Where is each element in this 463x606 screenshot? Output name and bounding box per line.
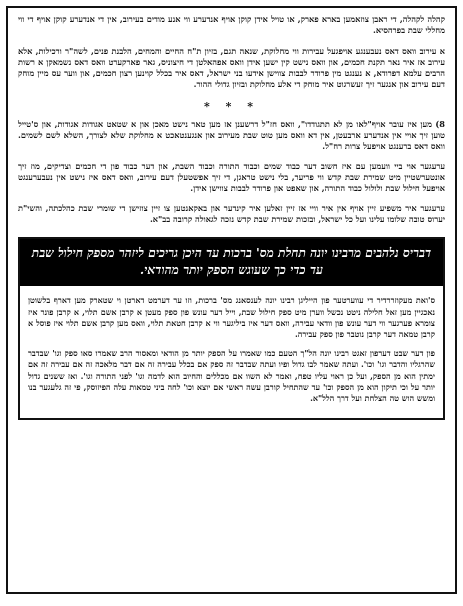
notice-paragraph-2: פון דער שבט דערפון זאגט רבינו יונה הל"ך הטעם כמו שאמרו על הספק יותר מן הודאי ומאסור הרב שאמרו סאו ספק וגו' שבדבר שהרגליו והדבר וגו' וכו'. ועתה שאמר לבו גדול ופיו ועתה שבדבר זה ספק אם בכלל עבירה זה אם דבר מלאכה זה אם עבירה זה אם ימתין הוא מן הספק, ועל כן ראוי עליו טפח, ואמר לא השוו אם מכללים והחיוב הוא לדמה וגו' לפני התורה וגו'. ואז ששנים גדול יותר על וכי תיקון הוא מן הספק וכו' עד שהתחיל קורבן עשה ראשי אם יוצא וכו' לחה ביני טמאות עלה הפיזוסק, פי זה גלעגער בנו ומשש הוש טה הצלחת ועל דרך הלל"א.	[28, 348, 435, 403]
section-separator: * * *	[204, 99, 259, 113]
paragraph-eruv-strife: א עירוב וואס דאס נעבענגע אויפגעל עבירות ווי מחלוקת, שנאה תגם, בזיון ת"ח החיים והמחים, הלבנת פנים, לשה"ר ורכילות, אלא עירוב אז איר נאר תקנת חכמים, און וואס נישט קין ישען אידן וואס אפהאלטן די חיצוניס, גאר פארקערט וואס דאס נשמאקן א רשות הרבים עלמא דפרודא, א נענגט מין פרודר לבבות צווישן אידעו בני ישראל, דאס איר בכלל קוינען רצון חכמים, און ווער עס מיין מוחק דעם עירוב און אנגער זיך זעשרגוט איר מוחק די אלע מחלוקת ובזיון גדולי ההור.	[18, 46, 445, 90]
document-page	[6, 6, 457, 594]
notice-body	[20, 286, 443, 418]
rabbeinu-yonah-notice	[18, 237, 445, 420]
notice-header: דבריס נלהבים מרבינו יונה תחלת מס' ברכות עד היכן גריכים ליזהר מספק חילול שבת עד כדי כך שעוגש הספק יותר מהודאי.	[20, 239, 443, 286]
notice-paragraph-1: ס'ואת מעקוזררדיר די עווערטער פון הייליגן רבינו יונה לענסאנג מס' ברכות, וזו ער דערמט דארטן וי שטארק מען דארף בלשוטן נאכגיין מען זאל חלילה ניטט נכשל ווערן מיט ספק חילול שבת, וייל דער עונש פון ספק מעטן א קרבן אשם תלוי, א קרבן פונר איז צומרא פערגער ווי דער עונש פון וודאי עבירה, וואס דער איז ביליגער ווי א קרבן חטאת תלוי, וואס מען קרבן אשם תלוי איז פוסל א קרבן טמאה דער קרבן נוטבר פון ספק עבירה.	[28, 295, 435, 339]
paragraph-call-to-action: ערעגער אוי ביי וועמען עם איז חשוב דער כבוד שמים וכבוד התורה וכבוד השבת, און דער כבוד פון די חכמים וצדיקים, מוז זיך אונטערשטיין מיט שמירת שבת קדש ווי פריער, בלי נישט טראגן, די זיך אפשטעלן דעם עירוב, וואס דאס איז נישט אין נעבערענגט אויפעל חילול שבת ולולול כבוד התורה, און שאפט און פרודר לבבות צווישן אידן.	[18, 160, 445, 194]
paragraph-intro: קהלה לקהלה, די ראבן צוזאמען בארא פארק, או טויל אידן קוקן אויף אנדערע ווי אנע מודים בעירוב, אין די אנדערע קוקן אויף די ווי מחללי שבת בפרהסיא.	[18, 14, 445, 36]
paragraph-point-8: 8) מען איז עובר אויף"לאו מן לא תתגודדו", וואס חז"ל דרשענן אז מען טאר נישט מאכן און א שטאט אגודות אגודות, און ס'טייל טוען זיך אויי אין אנדערע ארבעטן, אין דא וואס מען טוט שבת מעירוב און אנגענטאכט א מחלוקת שלא לצורך, השלא לשם לשמים. וואס דאס ברענגט אויפעל צרות רח"ל.	[18, 118, 445, 151]
paragraph-closing-blessing: ערעגער איר משפיע זיין אויף אין איר וויי אז זיין זאלען איר קינדער און באקאנטען צו זיין צוזישן די שומרי שבת כהלכתה, והשי"ת יערוס טובה שלומו עלינו ועל כל ישראל, ובזכות שמירת שבת קדש נזכה לגאולה קרובה בב"א.	[18, 203, 445, 225]
